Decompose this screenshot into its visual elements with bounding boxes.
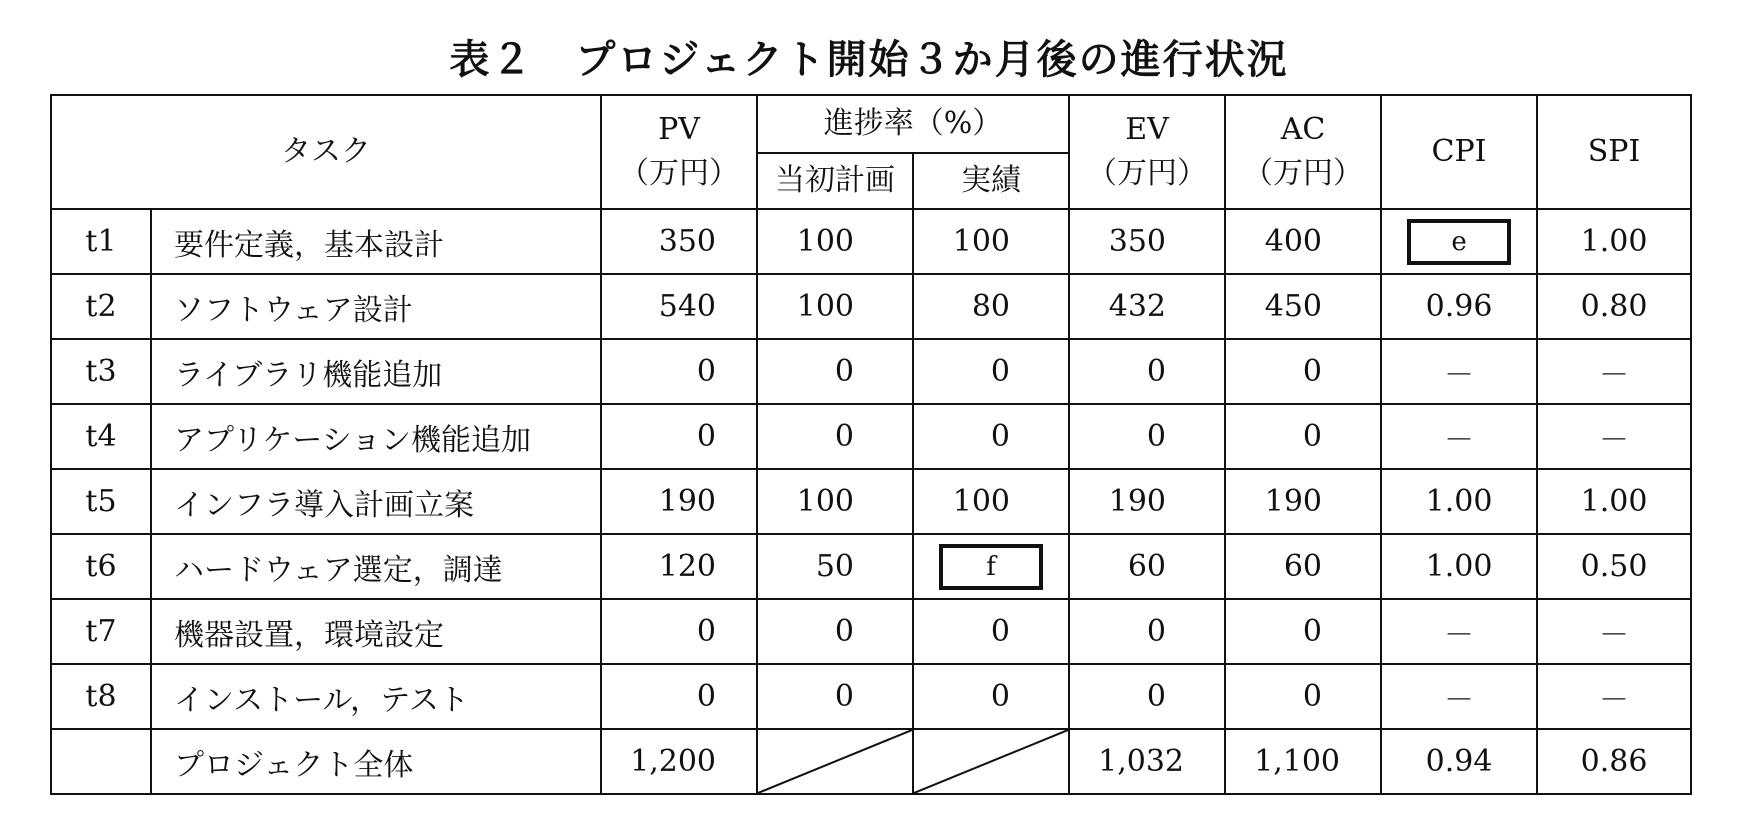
planned-cell: 0 — [757, 599, 913, 664]
ev-cell: 350 — [1069, 209, 1225, 274]
header-ac-unit: （万円） — [1243, 156, 1364, 191]
header-ac-label: AC — [1280, 112, 1326, 147]
actual-cell: 80 — [913, 274, 1069, 339]
spi-cell: － — [1537, 339, 1691, 404]
task-id: t5 — [51, 469, 151, 534]
total-ac: 1,100 — [1225, 729, 1381, 794]
table-row — [51, 469, 1691, 534]
spi-cell: 0.80 — [1537, 274, 1691, 339]
table-row — [51, 599, 1691, 664]
total-id-cell — [51, 729, 151, 794]
task-name: 要件定義，基本設計 — [151, 209, 601, 274]
header-cpi: CPI — [1381, 95, 1537, 209]
ac-cell: 0 — [1225, 339, 1381, 404]
pv-cell: 0 — [601, 664, 757, 729]
actual-cell: 100 — [913, 209, 1069, 274]
header-ev — [1069, 95, 1225, 209]
cpi-cell: 1.00 — [1381, 534, 1537, 599]
pv-cell: 540 — [601, 274, 757, 339]
ev-cell: 432 — [1069, 274, 1225, 339]
table-row — [51, 404, 1691, 469]
task-name: インストール，テスト — [151, 664, 601, 729]
diagonal-slash-icon — [914, 730, 1068, 793]
cpi-cell: 1.00 — [1381, 469, 1537, 534]
header-ac — [1225, 95, 1381, 209]
planned-cell: 100 — [757, 274, 913, 339]
planned-cell: 0 — [757, 404, 913, 469]
answer-box-e: e — [1407, 219, 1511, 265]
answer-box-f: f — [939, 544, 1043, 590]
table-row — [51, 339, 1691, 404]
task-name: インフラ導入計画立案 — [151, 469, 601, 534]
total-cpi: 0.94 — [1381, 729, 1537, 794]
task-id: t2 — [51, 274, 151, 339]
ac-cell: 60 — [1225, 534, 1381, 599]
spi-cell: 0.50 — [1537, 534, 1691, 599]
table-row — [51, 534, 1691, 599]
task-id: t4 — [51, 404, 151, 469]
header-pv-unit: （万円） — [619, 156, 739, 191]
pv-cell: 190 — [601, 469, 757, 534]
planned-cell: 0 — [757, 339, 913, 404]
total-row — [51, 729, 1691, 794]
pv-cell: 0 — [601, 404, 757, 469]
cpi-cell: － — [1381, 404, 1537, 469]
spi-cell: － — [1537, 664, 1691, 729]
table-row — [51, 209, 1691, 274]
spi-cell: － — [1537, 404, 1691, 469]
actual-cell: 100 — [913, 469, 1069, 534]
ev-cell: 0 — [1069, 339, 1225, 404]
ev-cell: 190 — [1069, 469, 1225, 534]
ac-cell: 400 — [1225, 209, 1381, 274]
total-ev: 1,032 — [1069, 729, 1225, 794]
actual-cell: 0 — [913, 599, 1069, 664]
ev-cell: 60 — [1069, 534, 1225, 599]
task-id: t1 — [51, 209, 151, 274]
pv-cell: 350 — [601, 209, 757, 274]
planned-cell: 50 — [757, 534, 913, 599]
ac-cell: 0 — [1225, 664, 1381, 729]
task-name: 機器設置，環境設定 — [151, 599, 601, 664]
header-ev-unit: （万円） — [1087, 156, 1208, 191]
ac-cell: 0 — [1225, 404, 1381, 469]
task-name: アプリケーション機能追加 — [151, 404, 601, 469]
ac-cell: 450 — [1225, 274, 1381, 339]
actual-cell: 0 — [913, 404, 1069, 469]
pv-cell: 120 — [601, 534, 757, 599]
total-spi: 0.86 — [1537, 729, 1691, 794]
task-name: ライブラリ機能追加 — [151, 339, 601, 404]
task-name: ソフトウェア設計 — [151, 274, 601, 339]
cpi-cell: － — [1381, 599, 1537, 664]
total-pv: 1,200 — [601, 729, 757, 794]
table-row — [51, 274, 1691, 339]
header-spi: SPI — [1537, 95, 1691, 209]
planned-cell: 100 — [757, 469, 913, 534]
task-id: t6 — [51, 534, 151, 599]
planned-cell: 100 — [757, 209, 913, 274]
header-planned: 当初計画 — [757, 153, 913, 209]
header-progress: 進捗率（%） — [757, 95, 1069, 153]
ev-cell: 0 — [1069, 599, 1225, 664]
diagonal-slash-icon — [758, 730, 912, 793]
actual-cell — [913, 534, 1069, 599]
ac-cell: 0 — [1225, 599, 1381, 664]
ev-cell: 0 — [1069, 664, 1225, 729]
actual-cell: 0 — [913, 339, 1069, 404]
header-actual: 実績 — [913, 153, 1069, 209]
cpi-cell — [1381, 209, 1537, 274]
pv-cell: 0 — [601, 339, 757, 404]
cpi-cell: 0.96 — [1381, 274, 1537, 339]
table-title: 表２ プロジェクト開始３か月後の進行状況 — [449, 37, 1289, 83]
progress-table — [50, 94, 1692, 795]
header-task: タスク — [51, 95, 601, 209]
task-id: t3 — [51, 339, 151, 404]
cpi-cell: － — [1381, 664, 1537, 729]
total-name: プロジェクト全体 — [151, 729, 601, 794]
header-ev-label: EV — [1125, 112, 1169, 147]
task-id: t8 — [51, 664, 151, 729]
total-actual-empty — [913, 729, 1069, 794]
table-row — [51, 664, 1691, 729]
cpi-cell: － — [1381, 339, 1537, 404]
spi-cell: 1.00 — [1537, 469, 1691, 534]
task-id: t7 — [51, 599, 151, 664]
spi-cell: 1.00 — [1537, 209, 1691, 274]
actual-cell: 0 — [913, 664, 1069, 729]
task-name: ハードウェア選定，調達 — [151, 534, 601, 599]
header-pv-label: PV — [658, 112, 700, 147]
ev-cell: 0 — [1069, 404, 1225, 469]
header-pv — [601, 95, 757, 209]
planned-cell: 0 — [757, 664, 913, 729]
spi-cell: － — [1537, 599, 1691, 664]
ac-cell: 190 — [1225, 469, 1381, 534]
total-planned-empty — [757, 729, 913, 794]
pv-cell: 0 — [601, 599, 757, 664]
